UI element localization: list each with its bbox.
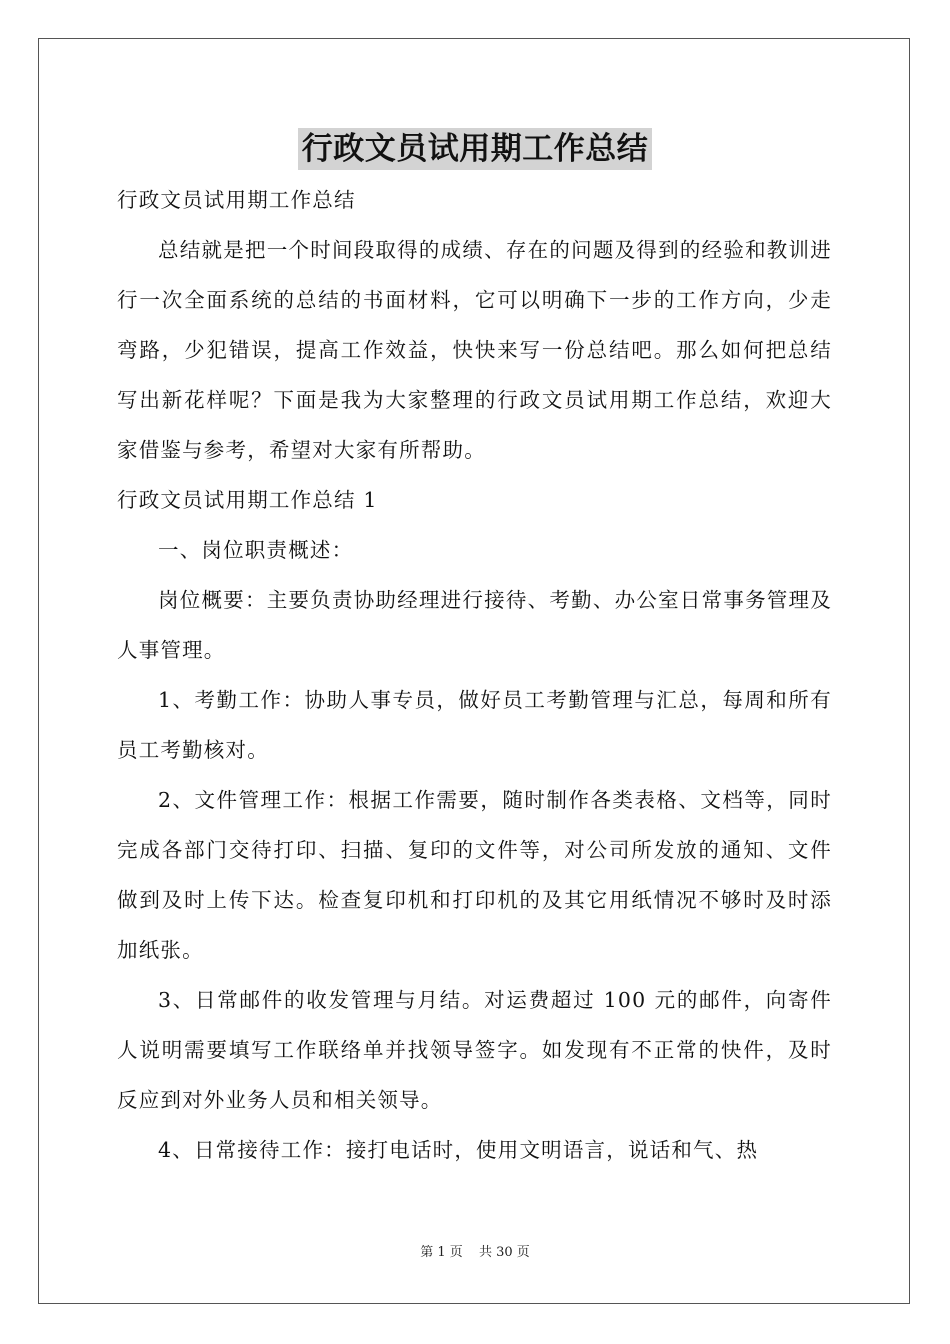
paragraph: 行政文员试用期工作总结 (117, 188, 356, 212)
document-title: 行政文员试用期工作总结 (298, 128, 653, 170)
paragraph: 总结就是把一个时间段取得的成绩、存在的问题及得到的经验和教训进行一次全面系统的总结的书面材料，它可以明确下一步的工作方向，少走弯路，少犯错误，提高工作效益，快快来写一份总结吧。那么如何把总结写出新花样呢？下面是我为大家整理的行政文员试用期工作总结，欢迎大家借鉴与参考，希望对大家有所帮助。 (117, 238, 832, 462)
paragraph: 一、岗位职责概述： (158, 538, 354, 562)
document-body (117, 175, 832, 1175)
section-heading: 行政文员试用期工作总结 1 (117, 488, 378, 512)
page-total: 共 30 页 (478, 1245, 530, 1260)
title-wrap (0, 128, 950, 170)
paragraph: 1、考勤工作：协助人事专员，做好员工考勤管理与汇总，每周和所有员工考勤核对。 (117, 688, 832, 762)
paragraph: 岗位概要：主要负责协助经理进行接待、考勤、办公室日常事务管理及人事管理。 (117, 588, 832, 662)
paragraph: 4、日常接待工作：接打电话时，使用文明语言，说话和气、热 (158, 1138, 759, 1162)
page-footer (0, 1244, 950, 1262)
paragraph: 3、日常邮件的收发管理与月结。对运费超过 100 元的邮件，向寄件人说明需要填写工作联络单并找领导签字。如发现有不正常的快件，及时反应到对外业务人员和相关领导。 (117, 988, 832, 1112)
paragraph: 2、文件管理工作：根据工作需要，随时制作各类表格、文档等，同时完成各部门交待打印、扫描、复印的文件等，对公司所发放的通知、文件做到及时上传下达。检查复印机和打印机的及其它用纸情况不够时及时添加纸张。 (117, 788, 832, 962)
page-number: 第 1 页 (420, 1245, 463, 1260)
